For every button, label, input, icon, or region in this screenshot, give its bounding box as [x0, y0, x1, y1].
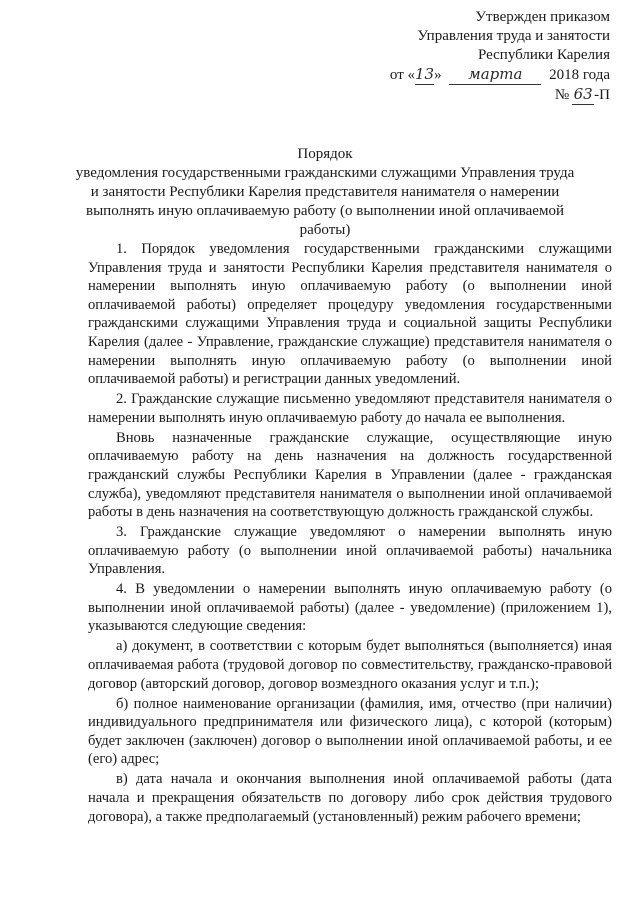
document-body [88, 240, 612, 828]
date-mid: » [434, 67, 442, 83]
approval-number [310, 85, 610, 105]
number-handwritten: 63 [573, 85, 593, 103]
paragraph-4: 4. В уведомлении о намерении выполнять иную оплачиваемую работу (о выполнении иной оплачиваемой работы) (далее - уведомление) (приложением 1), указываются следующие сведения: [88, 581, 612, 635]
approval-line-3: Республики Карелия [477, 47, 610, 63]
paragraph-4c: в) дата начала и окончания выполнения иной оплачиваемой работы (дата начала и прекращения обязательств по договору либо срок действия трудового договора), а также предполагаемый (установленный) режим рабочего времени; [88, 771, 612, 825]
document-title [70, 145, 580, 240]
number-suffix: -П [594, 87, 610, 103]
title-heading: Порядок [297, 146, 353, 162]
date-prefix: от « [389, 67, 416, 83]
paragraph-2-continued: Вновь назначенные гражданские служащие, осуществляющие иную оплачиваемую работу на день назначения на должность государственной гражданский службы Республики Карелия в Управлении (далее - гражданская служба), уведомляют представителя нанимателя о выполнении иной оплачиваемой работы в день назначения на соответствующую должность гражданской службы. [88, 429, 612, 521]
paragraph-3: 3. Гражданские служащие уведомляют о намерении выполнять иную оплачиваемую работу (о выполнении иной оплачиваемой работы) начальника Управления. [88, 524, 612, 578]
paragraph-4b: б) полное наименование организации (фамилия, имя, отчество (при наличии) индивидуального предпринимателя или физического лица), с которой (которым) будет заключен (заключен) договор о выполнении иной оплачиваемой работы, и ее (его) адрес; [88, 695, 612, 768]
approval-line-2: Управления труда и занятости [417, 28, 610, 44]
date-year: 2018 года [549, 67, 610, 83]
paragraph-4a: а) документ, в соответствии с которым будет выполняться (выполняется) иная оплачиваемая работа (трудовой договор по совместительству, гражданско-правовой договор (авторский договор, договор возмездного оказания услуг и т.п.); [88, 638, 612, 692]
paragraph-2: 2. Гражданские служащие письменно уведомляют представителя нанимателя о намерении выполнять иную оплачиваемую работу до начала ее выполнения. [88, 391, 612, 426]
number-prefix: № [554, 87, 570, 103]
date-day-handwritten: 13 [415, 65, 435, 83]
paragraph-1: 1. Порядок уведомления государственными гражданскими служащими Управления труда и занятости Республики Карелия представителя нанимателя о намерении выполнять иную оплачиваемую работу (о выполнении иной оплачиваемой работы) определяет процедуру уведомления государственными гражданскими служащими Управления труда и социальной защиты Республики Карелия (далее - Управление, гражданские служащие) представителя нанимателя о намерении выполнять иную оплачиваемую работу (о выполнении иной оплачиваемой работы) и регистрации данных уведомлений. [88, 241, 612, 388]
approval-date [310, 65, 610, 85]
title-subtitle: уведомления государственными гражданскими служащими Управления труда и занятости Республики Карелия представителя нанимателя о намерении выполнять иную оплачиваемую работу (о выполнении иной оплачиваемой работы) [75, 165, 575, 238]
date-month-handwritten: марта [449, 65, 541, 85]
approval-stamp-block [310, 8, 610, 105]
approval-line-1: Утвержден приказом [475, 9, 610, 25]
